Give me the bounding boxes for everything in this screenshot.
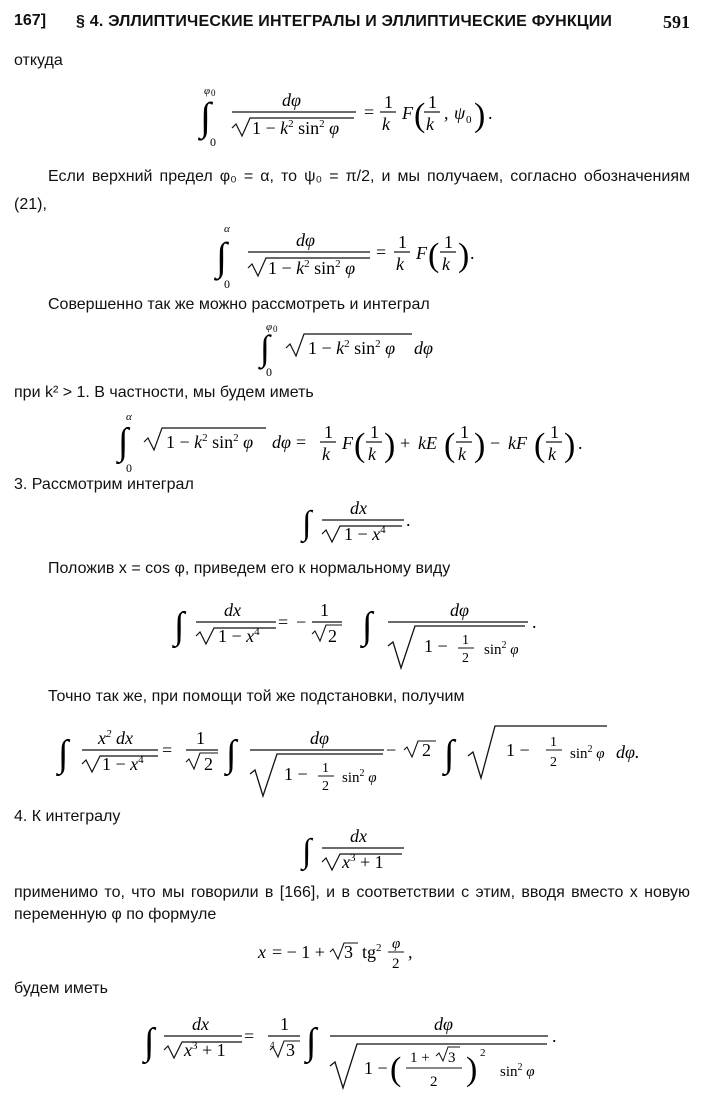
svg-text:∫: ∫ (216, 234, 227, 279)
svg-text:dφ: dφ (414, 338, 433, 358)
svg-text:,: , (408, 942, 413, 962)
svg-text:x: x (258, 942, 266, 962)
equation-2 (0, 218, 712, 290)
svg-text:φ: φ (266, 321, 273, 333)
svg-text:1 − x4: $1 - x^4$ (344, 524, 386, 544)
svg-text:dx: dx (192, 1014, 209, 1034)
svg-text:0: 0 (273, 324, 278, 334)
svg-text:∫: ∫ (302, 505, 312, 542)
svg-text:∫: ∫ (200, 94, 211, 139)
svg-text:1 −: 1 − (284, 764, 308, 784)
section-number: 167] (14, 12, 47, 29)
svg-text:∫: ∫ (118, 421, 129, 463)
svg-text:φ: φ (204, 85, 211, 97)
svg-text:x3 + 1: $x^3 + 1$ (184, 1040, 226, 1060)
equation-1 (0, 78, 712, 150)
svg-text:(: ( (354, 427, 366, 464)
svg-text:F: F (402, 103, 413, 123)
svg-text:dx: dx (350, 826, 367, 846)
paragraph-7: Точно так же, при помощи той же подстановки, получим (48, 688, 465, 705)
svg-text:0: 0 (210, 135, 216, 149)
equation-6 (0, 588, 712, 674)
svg-text:sin2 φ: $\sin^2 \varphi$ (500, 1062, 535, 1080)
svg-text:k: k (368, 444, 376, 464)
svg-text:∫: ∫ (444, 733, 455, 775)
svg-text:0: 0 (211, 88, 216, 98)
svg-text:−: − (386, 740, 397, 760)
svg-text:1 − k2 sin2 φ: $1 - k^2$ $\sin^2 \varphi$ (308, 338, 396, 358)
svg-text:1 − k2 sin2 φ: $1 - k^2$ $\sin^2 \varphi$ (268, 258, 356, 278)
svg-text:1: 1 (550, 735, 557, 750)
svg-text:dφ: dφ (272, 432, 291, 452)
svg-text:1 − x4: $1 - x^4$ (218, 626, 260, 646)
svg-text:∫: ∫ (174, 605, 185, 647)
svg-text:0: 0 (126, 461, 132, 475)
svg-text:2: 2 (462, 651, 469, 666)
svg-text:α: α (224, 223, 230, 235)
svg-text:): ) (384, 427, 396, 464)
svg-text:dφ: dφ (310, 728, 329, 748)
svg-text:3: 3 (286, 1040, 295, 1060)
svg-text:1: 1 (462, 633, 469, 648)
svg-text:kE: kE (418, 433, 437, 453)
svg-text:,: , (444, 103, 449, 123)
svg-text:(: ( (414, 97, 426, 134)
svg-text:∫: ∫ (362, 605, 373, 647)
paragraph-8: 4. К интегралу (14, 808, 121, 825)
svg-text:1: 1 (280, 1014, 289, 1034)
svg-text:dφ: dφ (450, 600, 469, 620)
svg-text:.: . (532, 612, 537, 632)
svg-text:α: α (126, 411, 132, 423)
svg-text:4: 4 (270, 1040, 275, 1050)
equation-8 (0, 822, 712, 878)
equation-7 (0, 716, 712, 802)
svg-text:(: ( (444, 427, 456, 464)
svg-text:=: = (244, 1026, 255, 1046)
svg-text:): ) (474, 97, 486, 134)
svg-text:ψ: ψ (454, 103, 466, 123)
svg-text:sin2 φ: $\sin^2 \varphi$ (484, 640, 519, 658)
chapter-title: § 4. ЭЛЛИПТИЧЕСКИЕ ИНТЕГРАЛЫ И ЭЛЛИПТИЧЕСКИЕ ФУНКЦИИ (76, 13, 613, 30)
running-header (14, 12, 690, 40)
svg-text:2: 2 (392, 956, 400, 972)
svg-text:0: 0 (266, 365, 272, 379)
svg-text:∫: ∫ (58, 733, 69, 775)
svg-text:.: . (578, 433, 583, 453)
svg-text:1: 1 (428, 92, 437, 112)
paragraph-5: 3. Рассмотрим интеграл (14, 476, 194, 493)
svg-text:1: 1 (196, 728, 205, 748)
svg-text:dφ: dφ (296, 230, 315, 250)
svg-text:kF: kF (508, 433, 527, 453)
svg-text:+: + (400, 433, 411, 453)
svg-text:2: 2 (550, 755, 557, 770)
svg-text:φ: φ (392, 936, 401, 952)
svg-text:sin2 φ: $\sin^2 \varphi$ (570, 744, 605, 762)
svg-text:∫: ∫ (226, 733, 237, 775)
svg-text:1: 1 (322, 761, 329, 776)
svg-text:1 −: 1 − (364, 1058, 388, 1078)
equation-3 (0, 318, 712, 380)
svg-text:0: 0 (224, 277, 230, 290)
svg-text:tg2: $tg^2$ (362, 942, 382, 962)
equation-5 (0, 494, 712, 550)
svg-text:0: 0 (466, 114, 472, 126)
svg-text:3: 3 (344, 942, 353, 962)
svg-text:.: . (552, 1026, 557, 1046)
svg-text:2: 2 (328, 626, 337, 646)
svg-text:2: 2 (430, 1074, 438, 1090)
svg-text:1: 1 (444, 232, 453, 252)
svg-text:1: 1 (398, 232, 407, 252)
paragraph-10: будем иметь (14, 980, 108, 997)
svg-text:x2 dx: $x^2$ dx (98, 728, 133, 748)
paragraph-1: откуда (14, 52, 63, 69)
svg-text:2: 2 (480, 1047, 486, 1059)
svg-text:2: 2 (422, 740, 431, 760)
svg-text:.: . (470, 243, 475, 263)
page-number: 591 (663, 12, 690, 32)
svg-text:(: ( (534, 427, 546, 464)
svg-text:=: = (162, 740, 173, 760)
svg-text:∫: ∫ (260, 328, 270, 368)
equation-9 (0, 930, 712, 976)
svg-text:−: − (296, 612, 307, 632)
svg-text:= − 1 +: = − 1 + (272, 942, 325, 962)
svg-text:1 −: 1 − (424, 636, 448, 656)
svg-text:1: 1 (384, 92, 393, 112)
svg-text:=: = (296, 432, 307, 452)
svg-text:k: k (548, 444, 556, 464)
svg-text:2: 2 (322, 779, 329, 794)
svg-text:3: 3 (448, 1050, 456, 1066)
svg-text:=: = (364, 102, 375, 122)
svg-text:.: . (406, 510, 411, 530)
svg-text:−: − (490, 433, 501, 453)
svg-text:dx: dx (350, 498, 367, 518)
svg-text:k: k (322, 444, 330, 464)
svg-text:sin2 φ: $\sin^2 \varphi$ (342, 768, 377, 786)
paragraph-9: применимо то, что мы говорили в [166], и в соответствии с этим, вводя вместо x новую переменную φ по формуле (14, 884, 690, 923)
svg-text:1: 1 (460, 422, 469, 442)
equation-4 (0, 406, 712, 476)
svg-text:): ) (474, 427, 486, 464)
svg-text:F: F (416, 243, 427, 263)
svg-text:): ) (466, 1051, 478, 1088)
svg-text:(: ( (390, 1051, 402, 1088)
svg-text:=: = (376, 242, 387, 262)
svg-text:=: = (278, 612, 289, 632)
svg-text:2: 2 (204, 754, 213, 774)
paragraph-3: Совершенно так же можно рассмотреть и интеграл (48, 296, 430, 313)
svg-text:k: k (426, 114, 434, 134)
svg-text:1 − x4: $1 - x^4$ (102, 754, 144, 774)
svg-text:): ) (458, 237, 470, 274)
svg-text:k: k (458, 444, 466, 464)
svg-text:k: k (442, 254, 450, 274)
svg-text:dφ.: dφ. (616, 742, 640, 762)
svg-text:∫: ∫ (144, 1021, 155, 1063)
svg-text:k: k (382, 114, 390, 134)
svg-text:1: 1 (324, 422, 333, 442)
svg-text:∫: ∫ (306, 1021, 317, 1063)
svg-text:1: 1 (370, 422, 379, 442)
svg-text:): ) (564, 427, 576, 464)
svg-text:dx: dx (224, 600, 241, 620)
svg-text:1 −: 1 − (506, 740, 530, 760)
svg-text:1 +: 1 + (410, 1050, 430, 1066)
svg-text:k: k (396, 254, 404, 274)
svg-text:1 − k2 sin2 φ: $1 - k^2$ $\sin^2 \varphi$ (252, 118, 340, 138)
paragraph-6: Положив x = cos φ, приведем его к нормальному виду (48, 560, 451, 577)
svg-text:1: 1 (550, 422, 559, 442)
svg-text:dφ: dφ (434, 1014, 453, 1034)
paragraph-2: Если верхний предел φ₀ = α, то ψ₀ = π/2, и мы получаем, согласно обозначениям (21), (14, 168, 690, 213)
svg-text:∫: ∫ (302, 833, 312, 870)
svg-text:(: ( (428, 237, 440, 274)
svg-text:x3 + 1: $x^3 + 1$ (342, 852, 384, 872)
svg-text:1: 1 (320, 600, 329, 620)
svg-text:dφ: dφ (282, 90, 301, 110)
svg-text:.: . (488, 103, 493, 123)
svg-text:F: F (342, 433, 353, 453)
svg-text:1 − k2 sin2 φ: $1 - k^2$ $\sin^2 \varphi$ (166, 432, 254, 452)
equation-10 (0, 1004, 712, 1096)
paragraph-4: при k² > 1. В частности, мы будем иметь (14, 384, 314, 401)
